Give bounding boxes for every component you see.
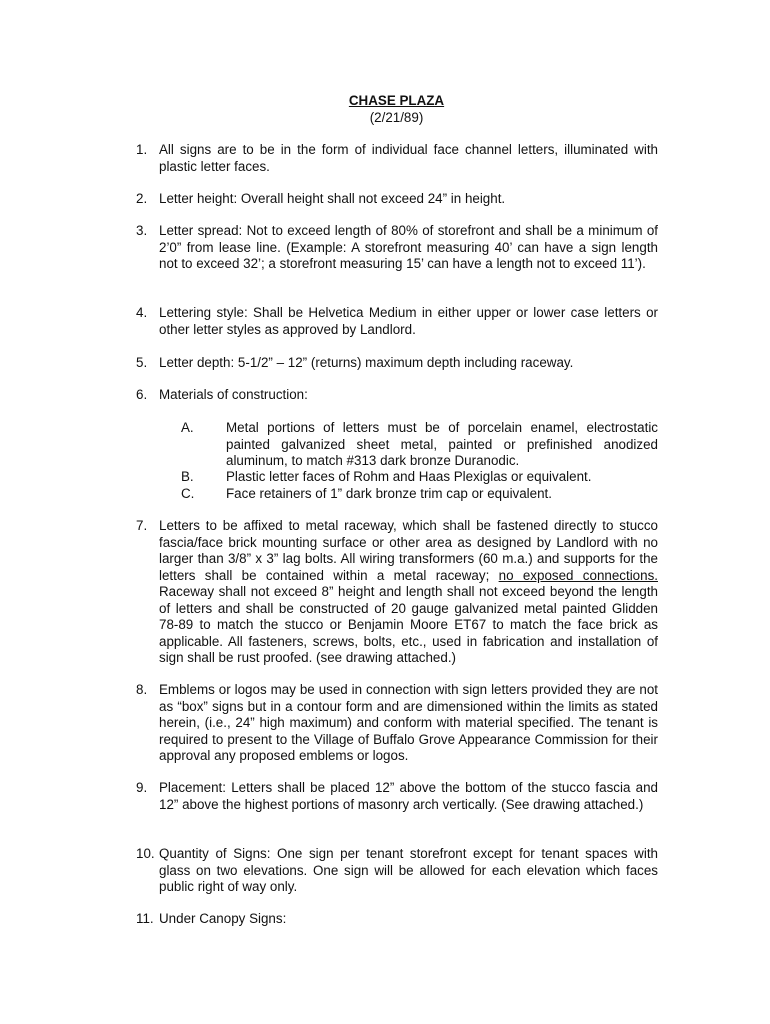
list-item-8 bbox=[136, 682, 658, 765]
list-item-7 bbox=[136, 518, 658, 667]
sub-item-letter: B. bbox=[181, 469, 194, 484]
item-text: Emblems or logos may be used in connection with sign letters provided they are not as “box” signs but in a contour form and are dimensioned within the limits as stated herein, (i.e., 24” high maximum) and conform with material specified. The tenant is required to present to the Village of Buffalo Grove Appearance Commission for their approval any proposed emblems or logos. bbox=[159, 682, 658, 763]
list-item-4 bbox=[136, 305, 658, 338]
item-text: Quantity of Signs: One sign per tenant storefront except for tenant spaces with glass on two elevations. One sign will be allowed for each elevation which faces public right of way only. bbox=[159, 846, 658, 894]
sub-item-text: Metal portions of letters must be of porcelain enamel, electrostatic painted galvanized sheet metal, painted or prefinished anodized aluminum, to match #313 dark bronze Duranodic. bbox=[226, 420, 658, 468]
item-text-part: Raceway shall not exceed 8” height and length shall not exceed beyond the length of letters and shall be constructed of 20 gauge galvanized metal painted Glidden 78-89 to match the stucco or Benjamin Moore ET67 to match the face brick as applicable. All fasteners, screws, bolts, etc., used in fabrication and installation of sign shall be rust proofed. (see drawing attached.) bbox=[159, 584, 658, 665]
list-item-3 bbox=[136, 223, 658, 273]
item-text: Lettering style: Shall be Helvetica Medium in either upper or lower case letters or other letter styles as approved by Landlord. bbox=[159, 305, 658, 337]
sub-item-a bbox=[181, 420, 658, 470]
item-text: Placement: Letters shall be placed 12” above the bottom of the stucco fascia and 12” above the highest portions of masonry arch vertically. (See drawing attached.) bbox=[159, 780, 658, 812]
item-number: 1. bbox=[136, 142, 148, 157]
sub-item-text: Plastic letter faces of Rohm and Haas Plexiglas or equivalent. bbox=[226, 469, 592, 484]
list-item-9 bbox=[136, 780, 658, 813]
item-number: 7. bbox=[136, 518, 148, 533]
list-item-10 bbox=[136, 846, 658, 896]
list-item-11 bbox=[136, 911, 658, 928]
sub-item-b bbox=[181, 469, 658, 486]
item-text: Letter depth: 5-1/2” – 12” (returns) maximum depth including raceway. bbox=[159, 355, 574, 370]
list-item-6 bbox=[136, 387, 658, 404]
list-item-1 bbox=[136, 142, 658, 175]
item-text: Under Canopy Signs: bbox=[159, 911, 287, 926]
item-number: 10. bbox=[136, 846, 155, 861]
item-number: 6. bbox=[136, 387, 148, 402]
document-date: (2/21/89) bbox=[369, 110, 424, 125]
item-text: Letter spread: Not to exceed length of 80% of storefront and shall be a minimum of 2’0” from lease line. (Example: A storefront measuring 40’ can have a sign length not to exceed 32’; a storefront measuring 15’ can have a length not to exceed 11’). bbox=[159, 223, 658, 271]
item-text bbox=[159, 518, 658, 667]
item-text: Letter height: Overall height shall not exceed 24” in height. bbox=[159, 191, 506, 206]
item-text: Materials of construction: bbox=[159, 387, 308, 402]
sub-item-c bbox=[181, 486, 658, 503]
item-text: All signs are to be in the form of individual face channel letters, illuminated with plastic letter faces. bbox=[159, 142, 658, 174]
item-number: 5. bbox=[136, 355, 148, 370]
underlined-phrase: no exposed connections. bbox=[498, 567, 658, 583]
item-text-part: Letters to be affixed to metal raceway, which shall be fastened directly to stucco fascia/face brick mounting surface or other area as designed by Landlord with no larger than 3/8” x 3” lag bolts. All wiring transformers (60 m.a.) and supports for the letters shall be contained within a metal raceway; bbox=[159, 518, 658, 583]
item-number: 4. bbox=[136, 305, 148, 320]
item-number: 8. bbox=[136, 682, 148, 697]
item-number: 3. bbox=[136, 223, 148, 238]
sub-item-text: Face retainers of 1” dark bronze trim cap or equivalent. bbox=[226, 486, 552, 501]
list-item-2 bbox=[136, 191, 658, 208]
document-title: CHASE PLAZA bbox=[348, 93, 445, 108]
item-number: 2. bbox=[136, 191, 148, 206]
list-item-5 bbox=[136, 355, 658, 372]
item-number: 9. bbox=[136, 780, 148, 795]
sub-item-letter: C. bbox=[181, 486, 195, 501]
item-number: 11. bbox=[136, 911, 154, 926]
sub-item-letter: A. bbox=[181, 420, 194, 435]
